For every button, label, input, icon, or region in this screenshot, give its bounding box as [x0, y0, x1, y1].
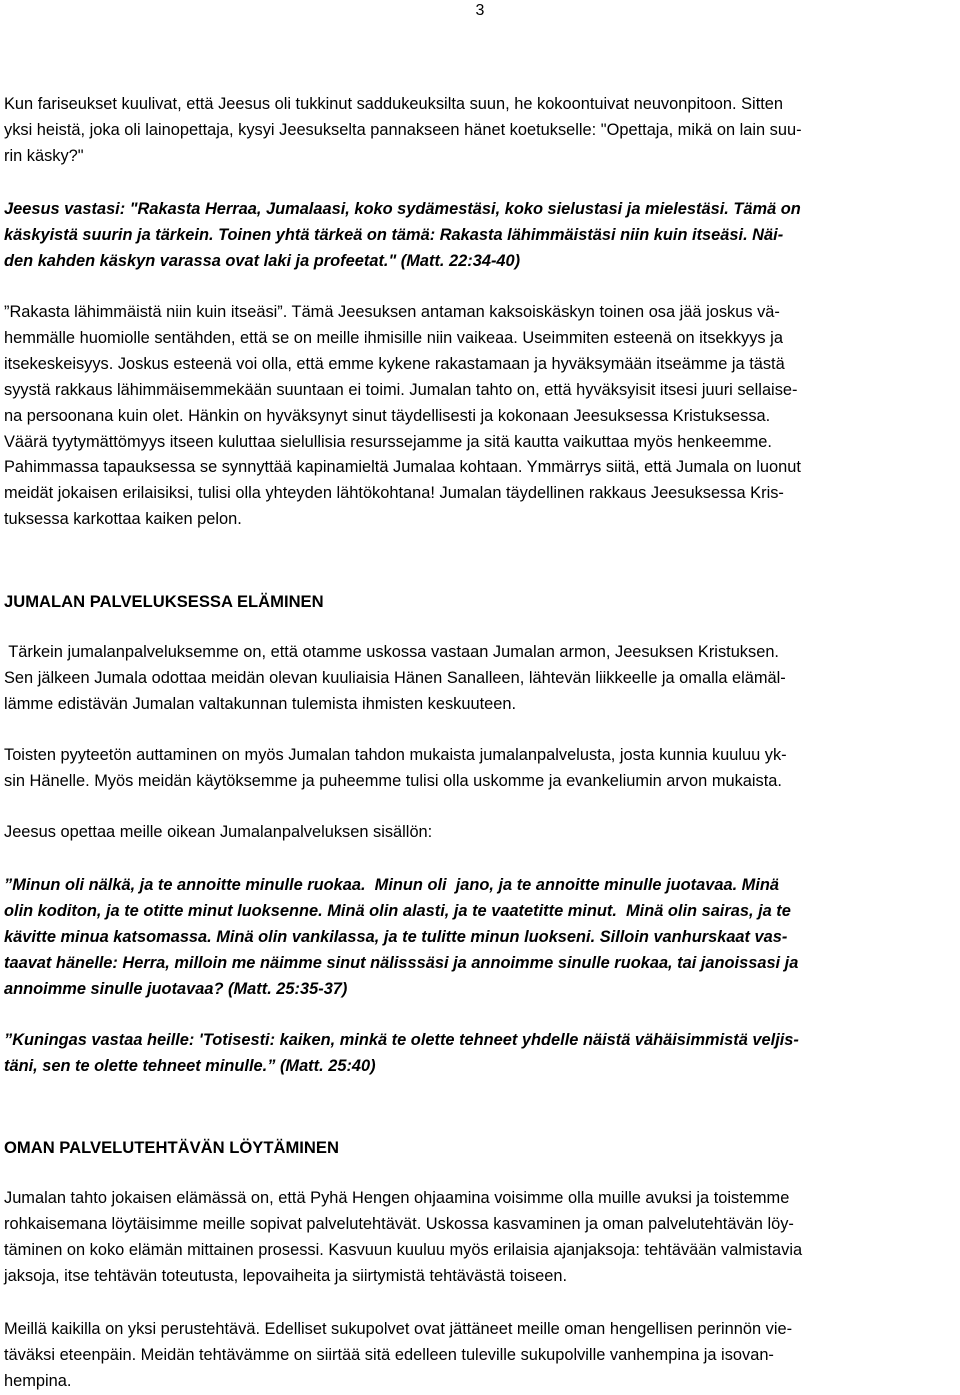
text-line: den kahden käskyn varassa ovat laki ja profeetat." (Matt. 22:34-40)	[4, 251, 521, 270]
scripture-quote-matt-22	[4, 197, 956, 275]
text-line: ”Minun oli nälkä, ja te annoitte minulle ruokaa. Minun oli jano, ja te annoitte minulle juotavaa. Minä	[4, 876, 780, 894]
text-line: rin käsky?"	[4, 146, 84, 165]
text-line: annoimme sinulle juotavaa? (Matt. 25:35-37)	[4, 979, 348, 998]
text-line: hemmälle huomiolle sentähden, että se on meille ihmisille niin vaikeaa. Useimmiten esteenä on itsekkyys ja	[4, 328, 783, 347]
text-line: Tärkein jumalanpalveluksemme on, että otamme uskossa vastaan Jumalan armon, Jeesuksen Kristuksen.	[4, 643, 779, 661]
text-line: Jeesus opettaa meille oikean Jumalanpalveluksen sisällön:	[4, 823, 433, 841]
text-line: Jumalan tahto jokaisen elämässä on, että Pyhä Hengen ohjaamina voisimme olla muille avuksi ja toistemme	[4, 1189, 790, 1207]
text-line: Kun fariseukset kuulivat, että Jeesus oli tukkinut saddukeuksilta suun, he kokoontuivat neuvonpitoon. Sitten	[4, 95, 784, 113]
text-line: syystä rakkaus lähimmäisemmekään suuntaan ei toimi. Jumalan tahto on, että hyväksyisit itsesi juuri sellaise-	[4, 380, 798, 399]
heritage-paragraph	[4, 1317, 956, 1395]
text-line: lämme edistävän Jumalan valtakunnan tulemista ihmisten keskuuteen.	[4, 694, 517, 713]
love-neighbor-paragraph	[4, 300, 956, 533]
text-line: Jeesus vastasi: "Rakasta Herraa, Jumalaasi, koko sydämestäsi, koko sielustasi ja mielestäsi. Tämä on	[4, 200, 801, 218]
scripture-quote-matt-25-40	[4, 1028, 956, 1080]
text-line: kävitte minua katsomassa. Minä olin vankilassa, ja te tulitte minun luokseni. Silloin vanhurskaat vas-	[4, 927, 788, 946]
text-line: Toisten pyyteetön auttaminen on myös Jumalan tahdon mukaista jumalanpalvelusta, josta kunnia kuuluu yk-	[4, 746, 787, 764]
page-number: 3	[475, 2, 485, 19]
text-line: olin koditon, ja te otitte minut luoksenne. Minä olin alasti, ja te vaatetitte minut. Minä olin sairas, ja te	[4, 901, 791, 920]
text-line: Väärä tyytymättömyys itseen kuluttaa sielullisia resurssejamme ja sitä kautta vaikuttaa myös henkeemme.	[4, 432, 772, 451]
text-line: rohkaisemana löytäisimme meille sopivat palvelutehtävät. Uskossa kasvaminen ja oman palvelutehtävän löy-	[4, 1214, 794, 1233]
text-line: ”Rakasta lähimmäistä niin kuin itseäsi”. Tämä Jeesuksen antaman kaksoiskäskyn toinen osa jää joskus vä-	[4, 303, 780, 321]
text-line: taavat hänelle: Herra, milloin me näimme sinut nälisssäsi ja annoimme sinulle ruokaa, tai janoissasi ja	[4, 953, 799, 972]
text-line: jaksoja, itse tehtävän toteutusta, lepovaiheita ja siirtymistä tehtävästä toiseen.	[4, 1266, 568, 1285]
text-line: na persoonana kuin olet. Hänkin on hyväksynyt sinut täydellisesti ja kokonaan Jeesuksessa Kristuksessa.	[4, 406, 771, 425]
section-heading-own-ministry: OMAN PALVELUTEHTÄVÄN LÖYTÄMINEN	[4, 1138, 339, 1157]
text-line: täminen on koko elämän mittainen prosessi. Kasvuun kuuluu myös erilaisia ajanjaksoja: tehtävään valmistavia	[4, 1240, 803, 1259]
text-line: meidät jokaisen erilaisiksi, tulisi olla yhteyden lähtökohtana! Jumalan täydellinen rakkaus Jeesuksessa Kris-	[4, 484, 784, 503]
text-line: ”Kuningas vastaa heille: 'Totisesti: kaiken, minkä te olette tehneet yhdelle näistä vähäisimmistä veljis-	[4, 1031, 799, 1049]
text-line: sin Hänelle. Myös meidän käytöksemme ja puheemme tulisi olla uskomme ja evankeliumin arvon mukaista.	[4, 771, 782, 790]
service-paragraph	[4, 640, 956, 718]
text-line: hempina.	[4, 1371, 72, 1390]
teaching-intro-line	[4, 820, 956, 846]
text-line: käskyistä suurin ja tärkein. Toinen yhtä tärkeä on tämä: Rakasta lähimmäistäsi niin kuin itseäsi. Näi-	[4, 225, 784, 244]
text-line: Meillä kaikilla on yksi perustehtävä. Edelliset sukupolvet ovat jättäneet meille oman hengellisen perinnön vie-	[4, 1320, 793, 1338]
text-line: täni, sen te olette tehneet minulle.” (Matt. 25:40)	[4, 1056, 376, 1075]
intro-paragraph	[4, 92, 956, 170]
text-line: yksi heistä, joka oli lainopettaja, kysyi Jeesukselta pannakseen hänet koetukselle: "Opettaja, mikä on lain suu-	[4, 120, 802, 139]
scripture-quote-matt-25-35	[4, 873, 956, 1003]
text-line: tuksessa karkottaa kaiken pelon.	[4, 510, 242, 529]
text-line: Sen jälkeen Jumala odottaa meidän olevan kuuliaisia Hänen Sanalleen, lähtevän liikkeelle ja omalla elämäl-	[4, 668, 786, 687]
ministry-paragraph	[4, 1186, 956, 1290]
section-heading-service: JUMALAN PALVELUKSESSA ELÄMINEN	[4, 592, 324, 611]
helping-others-paragraph	[4, 743, 956, 795]
text-line: itsekeskeisyys. Joskus esteenä voi olla, että emme kykene rakastamaan ja hyväksymään itseämme ja tästä	[4, 354, 785, 373]
text-line: täväksi eteenpäin. Meidän tehtävämme on siirtää sitä edelleen tuleville sukupolville vanhempina ja isovan-	[4, 1345, 774, 1364]
text-line: Pahimmassa tapauksessa se synnyttää kapinamieltä Jumalaa kohtaan. Ymmärrys siitä, että Jumala on luonut	[4, 458, 801, 477]
